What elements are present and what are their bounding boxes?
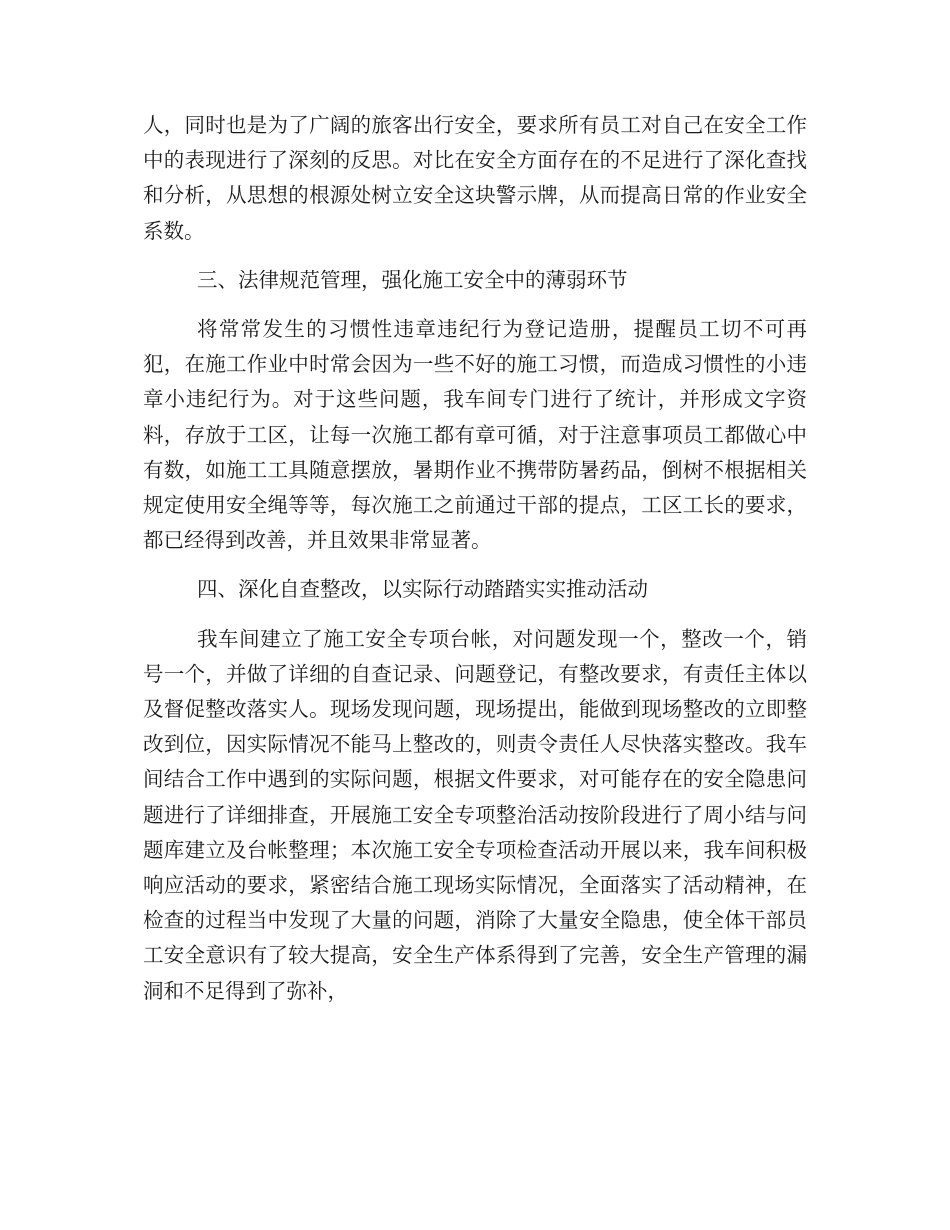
section-heading-three: 三、法律规范管理，强化施工安全中的薄弱环节 (197, 267, 628, 292)
section-heading-four: 四、深化自查整改，以实际行动踏踏实实推动活动 (197, 577, 648, 602)
paragraph-section-three: 将常常发生的习惯性违章违纪行为登记造册，提醒员工切不可再犯，在施工作业中时常会因为一些不好的施工习惯，而造成习惯性的小违章小违纪行为。对于这些问题，我车间专门进行了统计，并形成文字资料，存放于工区，让每一次施工都有章可循，对于注意事项员工都做心中有数，如施工工具随意摆放，暑期作业不携带防暑药品，倒树不根据相关规定使用安全绳等等，每次施工之前通过干部的提点，工区工长的要求，都已经得到改善，并且效果非常显著。 (143, 317, 807, 553)
paragraph-section-four: 我车间建立了施工安全专项台帐，对问题发现一个，整改一个，销号一个，并做了详细的自查记录、问题登记，有整改要求，有责任主体以及督促整改落实人。现场发现问题，现场提出，能做到现场整改的立即整改到位，因实际情况不能马上整改的，则责令责任人尽快落实整改。我车间结合工作中遇到的实际问题，根据文件要求，对可能存在的安全隐患问题进行了详细排查，开展施工安全专项整治活动按阶段进行了周小结与问题库建立及台帐整理；本次施工安全专项检查活动开展以来，我车间积极响应活动的要求，紧密结合施工现场实际情况，全面落实了活动精神，在检查的过程当中发现了大量的问题，消除了大量安全隐患，使全体干部员工安全意识有了较大提高，安全生产体系得到了完善，安全生产管理的漏洞和不足得到了弥补， (143, 626, 807, 1003)
document-body (143, 108, 807, 1009)
paragraph-continuation: 人，同时也是为了广阔的旅客出行安全，要求所有员工对自己在安全工作中的表现进行了深刻的反思。对比在安全方面存在的不足进行了深化查找和分析，从思想的根源处树立安全这块警示牌，从而提高日常的作业安全系数。 (143, 113, 807, 243)
